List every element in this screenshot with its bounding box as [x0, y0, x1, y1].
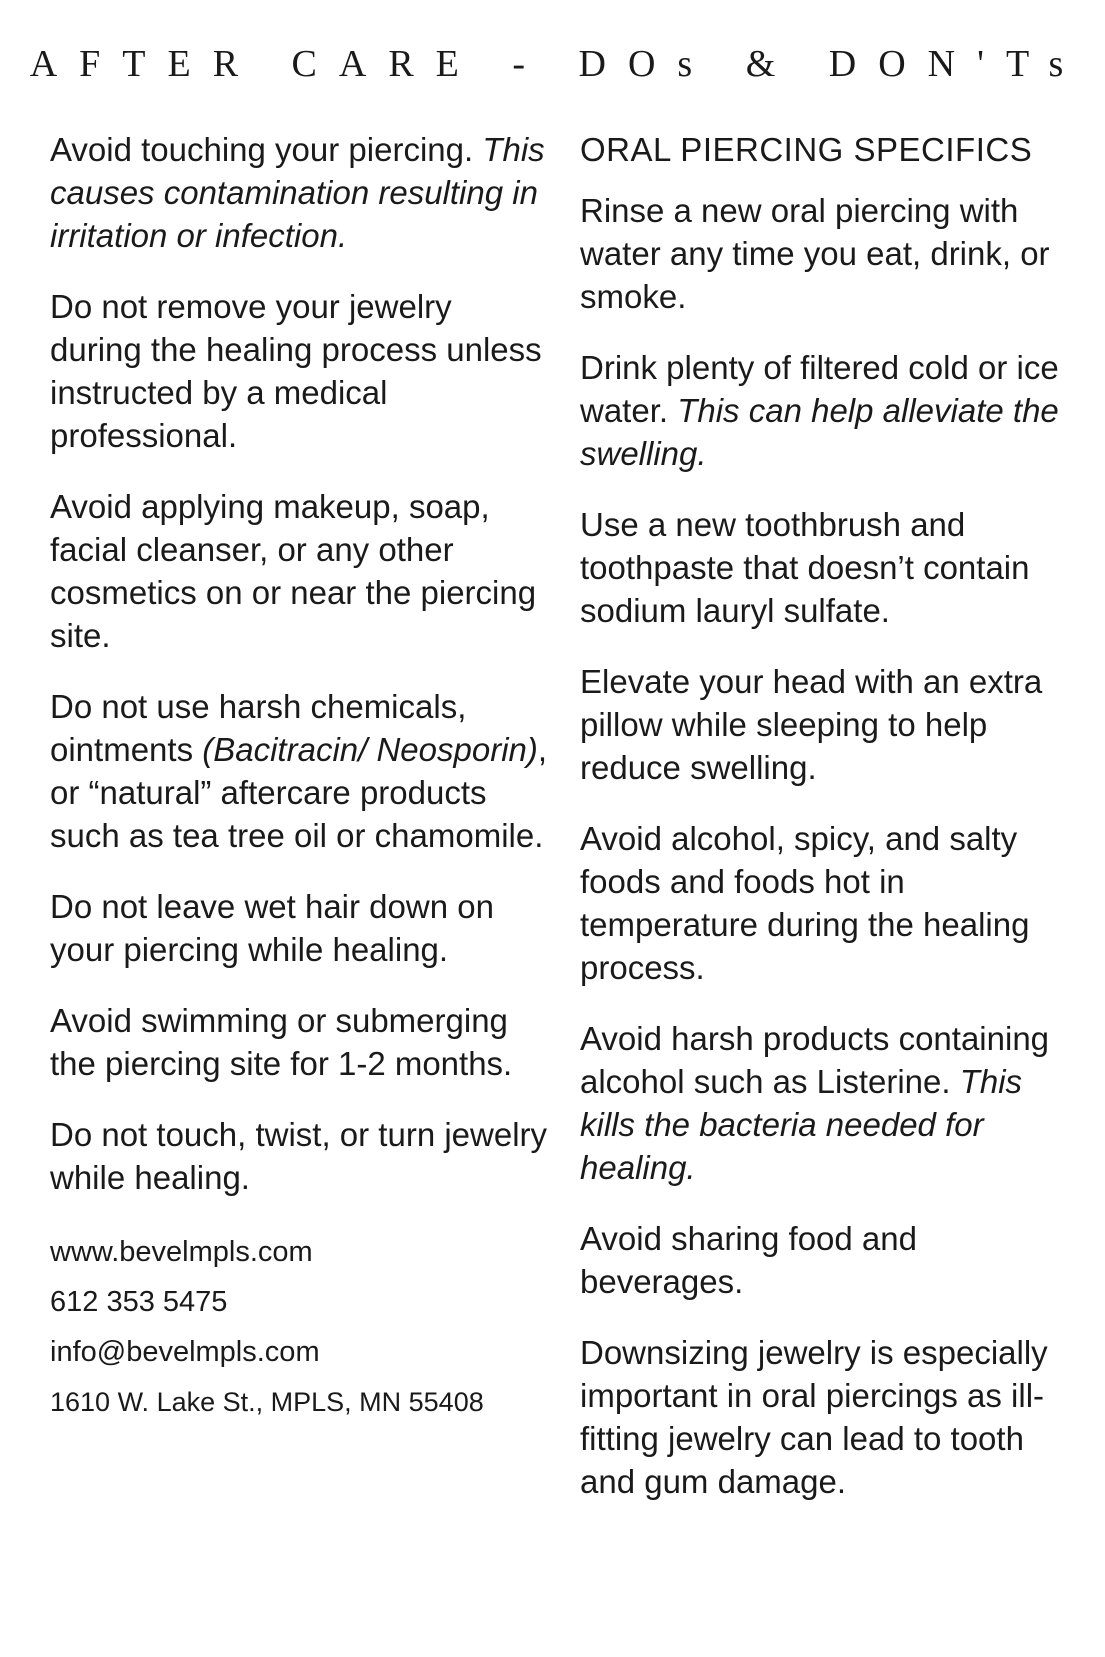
oral-care-item: Avoid sharing food and beverages.	[580, 1220, 917, 1300]
care-item: Do not leave wet hair down on your piercing while healing.	[50, 888, 494, 968]
oral-care-item: Rinse a new oral piercing with water any time you eat, drink, or smoke.	[580, 192, 1050, 315]
oral-care-item: Avoid alcohol, spicy, and salty foods and foods hot in temperature during the healing process.	[580, 820, 1030, 986]
address: 1610 W. Lake St., MPLS, MN 55408	[50, 1387, 484, 1417]
right-column	[580, 128, 1080, 1531]
contact-block	[50, 1227, 550, 1427]
care-item: Do not remove your jewelry during the healing process unless instructed by a medical professional.	[50, 288, 542, 454]
care-item: Avoid applying makeup, soap, facial cleanser, or any other cosmetics on or near the piercing site.	[50, 488, 537, 654]
care-item: Avoid swimming or submerging the piercing site for 1-2 months.	[50, 1002, 513, 1082]
email-link[interactable]: info@bevelmpls.com	[50, 1336, 320, 1368]
website-link[interactable]: www.bevelmpls.com	[50, 1236, 313, 1268]
oral-care-item: Use a new toothbrush and toothpaste that doesn’t contain sodium lauryl sulfate.	[580, 506, 1030, 629]
oral-care-item: Drink plenty of filtered cold or ice water. This can help alleviate the swelling.	[580, 349, 1059, 472]
section-heading: ORAL PIERCING SPECIFICS	[580, 131, 1033, 168]
care-item: Avoid touching your piercing. This causes contamination resulting in irritation or infection.	[50, 131, 545, 254]
page-title: AFTER CARE - DOs & DON'Ts	[29, 43, 1086, 85]
care-item: Do not use harsh chemicals, ointments (Bacitracin/ Neosporin), or “natural” aftercare products such as tea tree oil or chamomile.	[50, 688, 548, 854]
phone-number[interactable]: 612 353 5475	[50, 1286, 228, 1318]
oral-care-item: Elevate your head with an extra pillow while sleeping to help reduce swelling.	[580, 663, 1043, 786]
oral-care-item: Avoid harsh products containing alcohol such as Listerine. This kills the bacteria needed for healing.	[580, 1020, 1050, 1186]
left-column	[50, 128, 550, 1427]
care-item: Do not touch, twist, or turn jewelry while healing.	[50, 1116, 548, 1196]
oral-care-item: Downsizing jewelry is especially important in oral piercings as ill-fitting jewelry can lead to tooth and gum damage.	[580, 1334, 1048, 1500]
